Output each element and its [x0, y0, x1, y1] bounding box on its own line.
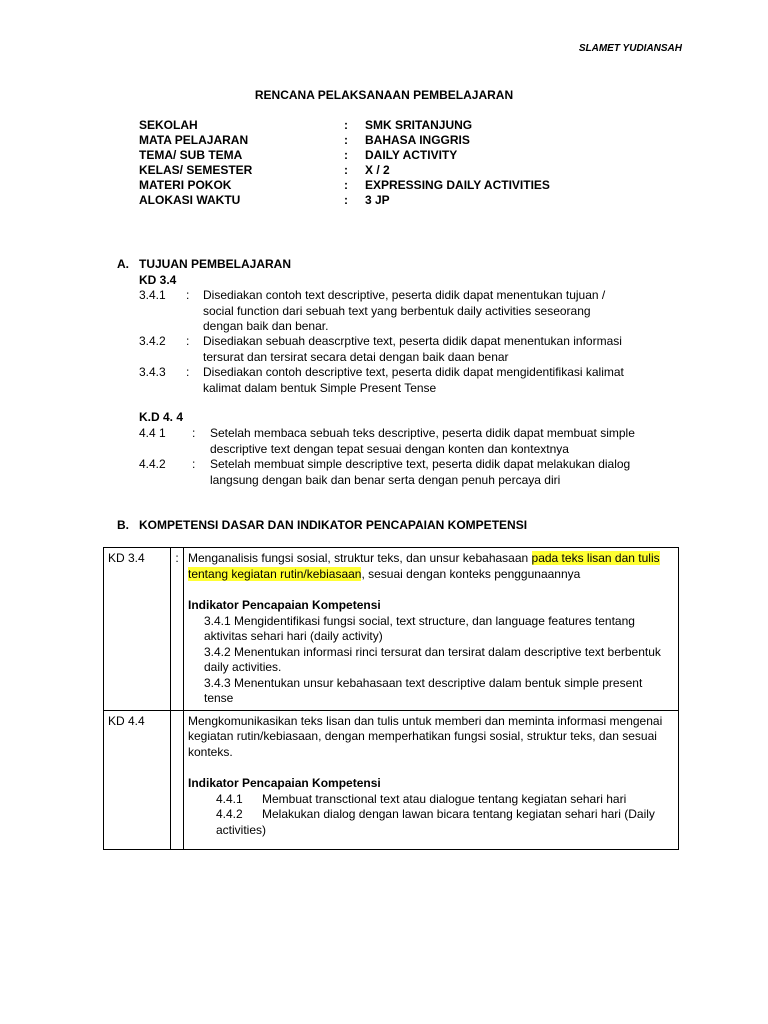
table-row — [104, 548, 679, 711]
table-row — [104, 710, 679, 849]
objective-item — [139, 457, 639, 488]
meta-colon: : — [344, 193, 348, 207]
indicator-number: 3.4.1 — [204, 613, 231, 628]
document-title: RENCANA PELAKSANAAN PEMBELAJARAN — [254, 88, 514, 102]
meta-value: DAILY ACTIVITY — [365, 148, 458, 162]
objective-item — [139, 334, 639, 365]
indicator-heading: Indikator Pencapaian Kompetensi — [188, 776, 381, 790]
objective-colon: : — [186, 334, 190, 348]
meta-label: SEKOLAH — [139, 118, 198, 132]
objective-item — [139, 426, 639, 457]
indicator-text: Membuat transctional text atau dialogue tentang kegiatan sehari hari — [262, 791, 627, 806]
section-title: TUJUAN PEMBELAJARAN — [139, 257, 292, 271]
indicator-item — [188, 614, 674, 645]
section-a-heading — [117, 257, 291, 271]
indicator-item — [188, 676, 674, 707]
desc-text: Menganalisis fungsi sosial, struktur teks, dan unsur kebahasaan — [188, 551, 532, 565]
indicator-heading: Indikator Pencapaian Kompetensi — [188, 598, 381, 612]
indicator-number: 3.4.2 — [204, 644, 231, 659]
objective-colon: : — [186, 288, 190, 302]
section-title: KOMPETENSI DASAR DAN INDIKATOR PENCAPAIAN KOMPETENSI — [139, 518, 528, 532]
kd-description — [188, 551, 674, 582]
competency-table — [103, 547, 679, 850]
objective-number: 4.4.2 — [139, 457, 166, 471]
objective-text: Setelah membaca sebuah teks descriptive, peserta didik dapat membuat simple descriptive text dengan tepat sesuai dengan konten dan kontextnya — [210, 426, 635, 456]
kd-colon-cell — [171, 710, 184, 849]
kd-code-cell: KD 3.4 — [104, 548, 171, 711]
objective-text: Disediakan sebuah deascrptive text, peserta didik dapat menentukan informasi tersurat dan tersirat secara detai dengan baik daan benar — [203, 334, 622, 364]
meta-value: BAHASA INGGRIS — [365, 133, 470, 147]
meta-value: X / 2 — [365, 163, 390, 177]
objective-number: 3.4.2 — [139, 334, 166, 348]
desc-text: , sesuai dengan konteks penggunaannya — [361, 566, 581, 581]
section-letter: B. — [117, 518, 129, 532]
meta-label: MATA PELAJARAN — [139, 133, 249, 147]
author-name: SLAMET YUDIANSAH — [578, 43, 682, 54]
meta-label: KELAS/ SEMESTER — [139, 163, 253, 177]
objective-text: Disediakan contoh text descriptive, peserta didik dapat menentukan tujuan / social function dari sebuah text yang berbentuk daily activities seseorang dengan baik dan benar. — [203, 288, 606, 333]
meta-label: ALOKASI WAKTU — [139, 193, 241, 207]
objective-number: 3.4.3 — [139, 365, 166, 379]
objective-text: Setelah membuat simple descriptive text, peserta didik dapat melakukan dialog langsung dengan baik dan benar serta dengan penuh percaya diri — [210, 457, 631, 487]
objective-text: Disediakan contoh descriptive text, peserta didik dapat mengidentifikasi kalimat kalimat dalam bentuk Simple Present Tense — [203, 365, 624, 395]
indicator-text: Menentukan unsur kebahasaan text descriptive dalam bentuk simple present tense — [204, 675, 643, 705]
highlighted-text: pada teks lisan dan tulis tentang kegiatan rutin/kebiasaan — [188, 551, 660, 581]
indicator-item — [188, 645, 674, 676]
section-letter: A. — [117, 257, 129, 271]
meta-label: TEMA/ SUB TEMA — [139, 148, 243, 162]
kd-description-cell — [184, 548, 679, 711]
objective-colon: : — [192, 426, 196, 440]
meta-value: SMK SRITANJUNG — [365, 118, 473, 132]
objective-number: 4.4 1 — [139, 426, 166, 440]
meta-value: 3 JP — [365, 193, 390, 207]
indicator-text: Melakukan dialog dengan lawan bicara tentang kegiatan sehari hari (Daily activities) — [216, 807, 655, 837]
indicator-item — [188, 807, 674, 838]
indicator-number: 4.4.2 — [216, 807, 243, 821]
indicator-number: 4.4.1 — [216, 791, 243, 806]
meta-colon: : — [344, 148, 348, 162]
kd-description-cell — [184, 710, 679, 849]
objective-number: 3.4.1 — [139, 288, 166, 302]
indicator-number: 3.4.3 — [204, 675, 231, 690]
meta-label: MATERI POKOK — [139, 178, 232, 192]
indicator-text: Menentukan informasi rinci tersurat dan tersirat dalam descriptive text berbentuk daily activities. — [204, 644, 661, 674]
objective-item — [139, 288, 639, 334]
kd44-heading: K.D 4. 4 — [139, 410, 184, 424]
meta-value: EXPRESSING DAILY ACTIVITIES — [365, 178, 550, 192]
indicator-text: Mengidentifikasi fungsi social, text structure, dan language features tentang aktivitas sehari hari (daily activity) — [204, 613, 635, 643]
kd-code-cell: KD 4.4 — [104, 710, 171, 849]
meta-colon: : — [344, 163, 348, 177]
objective-colon: : — [192, 457, 196, 471]
indicator-item — [188, 792, 674, 808]
section-b-heading — [117, 518, 527, 532]
kd34-heading: KD 3.4 — [139, 273, 177, 287]
meta-colon: : — [344, 118, 348, 132]
kd-colon-cell: : — [171, 548, 184, 711]
objective-colon: : — [186, 365, 190, 379]
kd-description: Mengkomunikasikan teks lisan dan tulis untuk memberi dan meminta informasi mengenai kegiatan rutin/kebiasaan, dengan memperhatikan fungsi sosial, struktur teks, dan sesuai konteks. — [188, 713, 663, 759]
objective-item — [139, 365, 639, 396]
meta-colon: : — [344, 133, 348, 147]
meta-colon: : — [344, 178, 348, 192]
